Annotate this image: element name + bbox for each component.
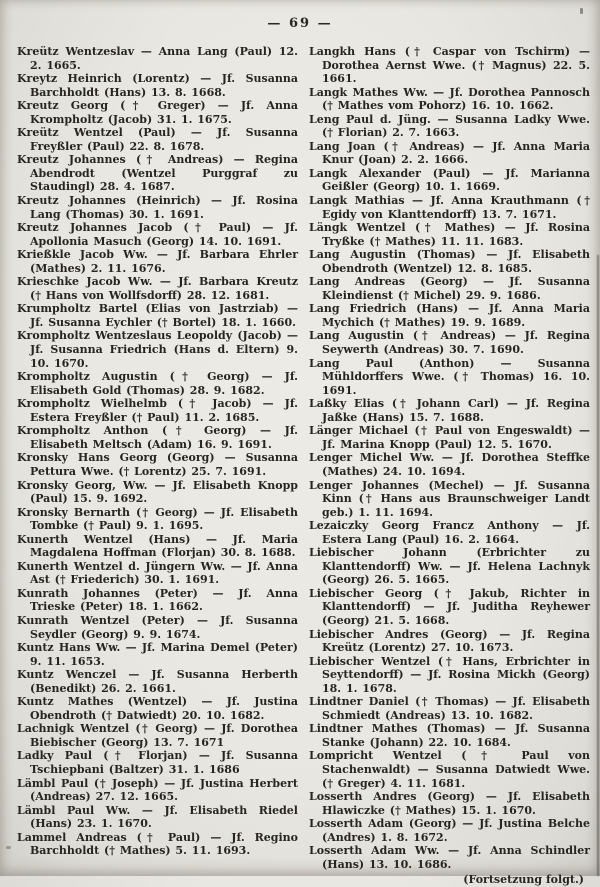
register-entry: Lang Andreas (Georg) — Jf. Susanna Kleindienst († Michel) 29. 9. 1686. — [309, 275, 590, 302]
register-entry: Lang Paul (Anthon) — Susanna Mühldorffers Wwe. († Thomas) 16. 10. 1691. — [309, 356, 590, 397]
right-column — [309, 45, 590, 887]
register-entry: Krompholtz Anthon († Georg) — Jf. Elisabeth Meltsch (Adam) 16. 9. 1691. — [17, 424, 298, 451]
register-entry: Krompholtz Augustin († Georg) — Jf. Elisabeth Gold (Thomas) 28. 9. 1682. — [17, 370, 298, 397]
register-entry: Kunerth Wentzel (Hans) — Jf. Maria Magdalena Hoffman (Florjan) 30. 8. 1688. — [17, 532, 298, 560]
register-entry: Kronsky Georg, Ww. — Jf. Elisabeth Knopp (Paul) 15. 9. 1692. — [17, 478, 298, 506]
register-entry: Lammel Andreas († Paul) — Jf. Regino Barchholdt († Mathes) 5. 11. 1693. — [17, 830, 298, 858]
register-entry: Kreutz Johannes Jacob († Paul) — Jf. Apollonia Masuch (Georg) 14. 10. 1691. — [17, 221, 298, 248]
scan-artifact — [6, 846, 11, 849]
register-entry: Kreütz Wentzeslav — Anna Lang (Paul) 12. 2. 1665. — [17, 45, 298, 72]
register-entry: Kuntz Wenczel — Jf. Susanna Herberth (Benedikt) 26. 2. 1661. — [17, 668, 298, 695]
register-entry: Lang Augustin († Andreas) — Jf. Regina Seywerth (Andreas) 30. 7. 1690. — [309, 329, 590, 357]
register-entry: Langkh Hans († Caspar von Tschirm) — Dorothea Aernst Wwe. († Magnus) 22. 5. 1661. — [309, 45, 590, 86]
register-entry: Kreütz Wentzel (Paul) — Jf. Susanna Freyßler (Paul) 22. 8. 1678. — [17, 126, 298, 153]
register-entry: Kunrath Wentzel (Peter) — Jf. Susanna Seydler (Georg) 9. 9. 1674. — [17, 613, 298, 641]
register-entry: Losserth Andres (Georg) — Jf. Elisabeth Hlawiczke († Mathes) 15. 1. 1670. — [309, 790, 590, 817]
register-entry: Lezaiczky Georg Francz Anthony — Jf. Estera Lang (Paul) 16. 2. 1664. — [309, 519, 590, 546]
register-entry: Krompholtz Wentzeslaus Leopoldy (Jacob) — Jf. Susanna Friedrich (Hans d. Eltern) 9. 10. 1670. — [17, 329, 298, 370]
register-entry: Krumpholtz Bartel (Elias von Jastrziab) — Jf. Susanna Eychler († Bortel) 18. 1. 1660. — [17, 302, 298, 329]
page-number: — 69 — — [267, 16, 333, 31]
register-entry: Kunerth Wentzel d. Jüngern Ww. — Jf. Anna Ast († Friederich) 30. 1. 1691. — [17, 559, 298, 587]
register-entry: Lämbl Paul († Joseph) — Jf. Justina Herbert (Andreas) 27. 12. 1665. — [17, 776, 298, 804]
register-entry: Liebischer Johann (Erbrichter zu Klanttendorff) Ww. — Jf. Helena Lachnyk (Georg) 26. 5. 1665. — [309, 546, 590, 587]
register-entry: Losserth Adam (Georg) — Jf. Justina Belche (Andres) 1. 8. 1672. — [309, 817, 590, 844]
register-entry: Lenger Michel Ww. — Jf. Dorothea Steffke (Mathes) 24. 10. 1694. — [309, 451, 590, 478]
register-entry: Liebischer Wentzel († Hans, Erbrichter in Seyttendorff) — Jf. Rosina Mickh (Georg) 18. 1. 1678. — [309, 654, 590, 695]
register-entry: Kreutz Georg († Greger) — Jf. Anna Krompholtz (Jacob) 31. 1. 1675. — [17, 99, 298, 126]
scan-artifact — [580, 8, 583, 14]
register-entry: Kuntz Mathes (Wentzel) — Jf. Justina Obendroth († Datwiedt) 20. 10. 1682. — [17, 695, 298, 722]
register-entry: Langk Mathes Ww. — Jf. Dorothea Pannosch († Mathes vom Pohorz) 16. 10. 1662. — [309, 85, 590, 113]
register-entry: Lang Augustin (Thomas) — Jf. Elisabeth Obendroth (Wentzel) 12. 8. 1685. — [309, 248, 590, 275]
register-entry: Kunrath Johannes (Peter) — Jf. Anna Trieske (Peter) 18. 1. 1662. — [17, 586, 298, 614]
register-entry: Kreutz Johannes (Heinrich) — Jf. Rosina Lang (Thomas) 30. 1. 1691. — [17, 194, 298, 221]
register-entry: Kronsky Bernarth († Georg) — Jf. Elisabeth Tombke († Paul) 9. 1. 1695. — [17, 505, 298, 533]
two-column-register — [0, 45, 600, 887]
register-entry: Lompricht Wentzel († Paul von Stachenwaldt) — Susanna Datwiedt Wwe. († Greger) 4. 11. 1681. — [309, 749, 590, 790]
register-entry: Lindtner Daniel († Thomas) — Jf. Elisabeth Schmiedt (Andreas) 13. 10. 1682. — [309, 695, 590, 722]
scan-edge-line — [597, 255, 599, 876]
register-entry: Langk Alexander (Paul) — Jf. Marianna Geißler (Georg) 10. 1. 1669. — [309, 166, 590, 194]
register-entry: Kuntz Hans Ww. — Jf. Marina Demel (Peter) 9. 11. 1653. — [17, 641, 298, 668]
register-entry: Krießkle Jacob Ww. — Jf. Barbara Ehrler (Mathes) 2. 11. 1676. — [17, 248, 298, 275]
register-entry: Krompholtz Wielhelmb († Jacob) — Jf. Estera Freyßler († Paul) 11. 2. 1685. — [17, 397, 298, 424]
register-entry: Krieschke Jacob Ww. — Jf. Barbara Kreutz († Hans von Wollfsdorff) 28. 12. 1681. — [17, 275, 298, 302]
register-entry: Kronsky Hans Georg (Georg) — Susanna Pettura Wwe. († Lorentz) 25. 7. 1691. — [17, 451, 298, 478]
right-column-entries — [309, 45, 590, 871]
continuation-note: (Fortsetzung folgt.) — [463, 873, 584, 887]
register-entry: Laßky Elias († Johann Carl) — Jf. Regina Jaßke (Hans) 15. 7. 1688. — [309, 397, 590, 424]
left-column — [17, 45, 298, 887]
register-entry: Langk Mathias — Jf. Anna Krauthmann († Egidy von Klanttendorff) 13. 7. 1671. — [309, 194, 590, 221]
register-entry: Lang Friedrich (Hans) — Jf. Anna Maria Mychich († Mathes) 19. 9. 1689. — [309, 302, 590, 329]
register-entry: Längk Wentzel († Mathes) — Jf. Rosina Tryßke († Mathes) 11. 11. 1683. — [309, 221, 590, 248]
register-entry: Lang Joan († Andreas) — Jf. Anna Maria Knur (Joan) 2. 2. 1666. — [309, 139, 590, 167]
register-entry: Lachnigk Wentzel († Georg) — Jf. Dorothea Biebischer (Georg) 13. 7. 1671 — [17, 722, 298, 749]
register-entry: Länger Michael († Paul von Engeswaldt) — Jf. Marina Knopp (Paul) 12. 5. 1670. — [309, 424, 590, 451]
register-entry: Lämbl Paul Ww. — Jf. Elisabeth Riedel (Hans) 23. 1. 1670. — [17, 803, 298, 831]
register-entry: Losserth Adam Ww. — Jf. Anna Schindler (Hans) 13. 10. 1686. — [309, 844, 590, 871]
register-entry: Kreytz Heinrich (Lorentz) — Jf. Susanna Barchholdt (Hans) 13. 8. 1668. — [17, 72, 298, 99]
register-entry: Leng Paul d. Jüng. — Susanna Ladky Wwe. († Florian) 2. 7. 1663. — [309, 112, 590, 140]
register-entry: Lindtner Mathes (Thomas) — Jf. Susanna Stanke (Johann) 22. 10. 1684. — [309, 722, 590, 749]
left-column-entries — [17, 45, 298, 858]
register-entry: Kreutz Johannes († Andreas) — Regina Abendrodt (Wentzel Purggraf zu Staudingl) 28. 4. 1687. — [17, 153, 298, 194]
register-entry: Liebischer Georg († Jakub, Richter in Klanttendorff) — Jf. Juditha Reyhewer (Georg) 21. 5. 1668. — [309, 586, 590, 627]
register-entry: Liebischer Andres (Georg) — Jf. Regina Kreütz (Lorentz) 27. 10. 1673. — [309, 627, 590, 655]
register-entry: Ladky Paul († Florjan) — Jf. Susanna Tschiepbani (Baltzer) 31. 1. 1686 — [17, 749, 298, 776]
register-entry: Lenger Johannes (Mechel) — Jf. Susanna Kinn († Hans aus Braunschweiger Landt geb.) 1. 11. 1694. — [309, 478, 590, 519]
